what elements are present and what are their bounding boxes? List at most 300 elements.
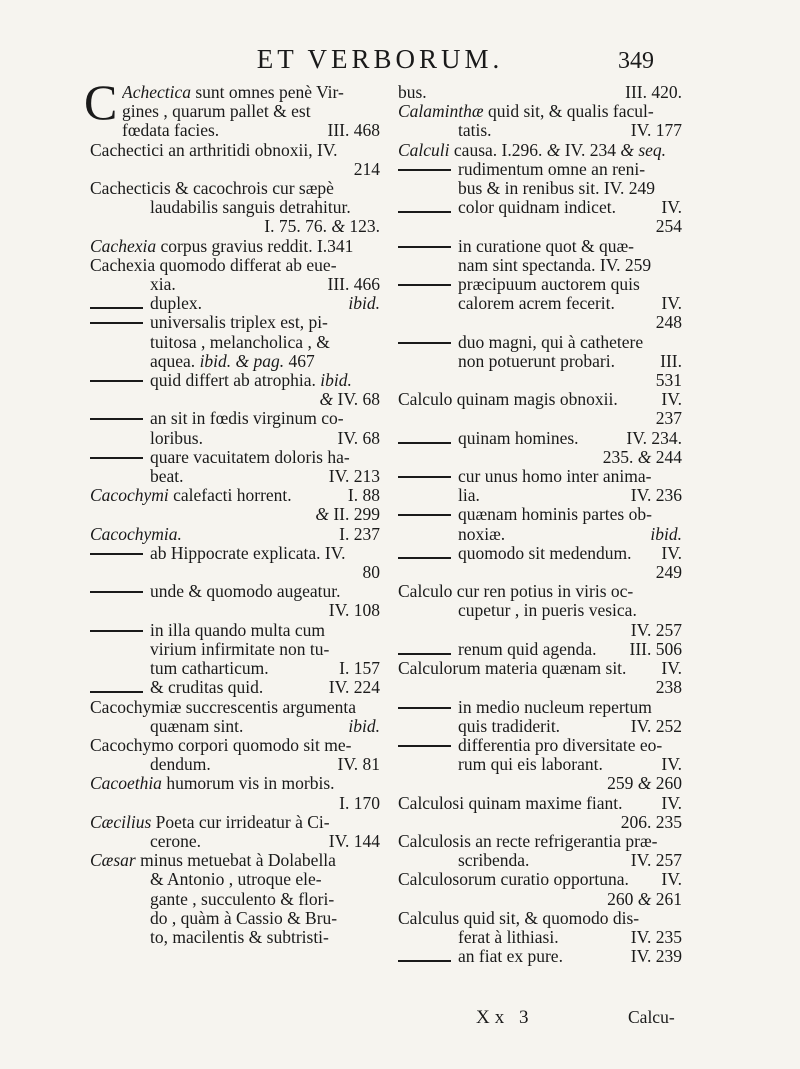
text-segment: Calaminthæ bbox=[398, 102, 484, 122]
text-segment: sunt omnes penè Vir- bbox=[190, 83, 344, 102]
text-segment: 123. bbox=[345, 217, 380, 237]
catchword: Calcu- bbox=[628, 1007, 675, 1027]
entry-text bbox=[458, 698, 652, 717]
page-reference: IV. bbox=[661, 755, 682, 775]
entry-text bbox=[458, 486, 480, 505]
entry-line bbox=[398, 486, 682, 505]
entry-line bbox=[90, 755, 380, 774]
text-segment: rudimentum omne an reni- bbox=[458, 159, 646, 179]
entry-text bbox=[90, 179, 334, 198]
entry-line bbox=[398, 217, 682, 236]
index-entry bbox=[398, 467, 682, 505]
index-entry bbox=[90, 525, 380, 544]
entry-line bbox=[398, 698, 682, 717]
text-segment: Calculo quinam magis obnoxii. bbox=[398, 390, 618, 410]
page-reference: 249 bbox=[655, 563, 682, 583]
signature-mark: Xx 3 bbox=[476, 1007, 534, 1028]
entry-text bbox=[458, 928, 559, 947]
repeat-dash bbox=[398, 284, 451, 286]
text-segment: ibid. bbox=[320, 371, 352, 391]
entry-line bbox=[398, 928, 682, 947]
entry-text bbox=[458, 640, 597, 659]
text-segment: IV. 234 bbox=[560, 140, 621, 160]
entry-line bbox=[90, 141, 380, 160]
entry-text bbox=[150, 640, 329, 659]
entry-text bbox=[122, 102, 311, 121]
index-entry bbox=[90, 813, 380, 851]
entry-line bbox=[398, 390, 682, 409]
entry-line bbox=[398, 121, 682, 140]
text-segment: Cachexia bbox=[90, 236, 157, 256]
entry-text bbox=[398, 794, 623, 813]
entry-text bbox=[122, 121, 219, 140]
text-segment: universalis triplex est, pi- bbox=[150, 313, 328, 333]
text-segment: & bbox=[319, 390, 334, 410]
text-segment: ibid. bbox=[650, 524, 682, 544]
entry-line bbox=[90, 237, 380, 256]
entry-text bbox=[458, 294, 615, 313]
text-segment: Calculosis an recte refrigerantia præ- bbox=[398, 831, 658, 851]
entry-line bbox=[398, 467, 682, 486]
page-reference: IV. 81 bbox=[337, 755, 380, 775]
entry-line bbox=[90, 832, 380, 851]
entry-text bbox=[458, 755, 603, 774]
entry-text bbox=[150, 429, 203, 448]
entry-line bbox=[398, 659, 682, 678]
text-segment: quare vacuitatem doloris ha- bbox=[150, 447, 350, 467]
entry-text bbox=[150, 275, 176, 294]
index-entry bbox=[398, 141, 682, 160]
text-segment: 467 bbox=[284, 351, 315, 371]
page-reference bbox=[258, 217, 380, 236]
entry-line bbox=[398, 582, 682, 601]
entry-line bbox=[90, 774, 380, 793]
text-segment: & bbox=[315, 505, 329, 525]
drop-capital: C bbox=[84, 74, 118, 130]
entry-line bbox=[398, 774, 682, 793]
entry-line bbox=[90, 486, 380, 505]
index-column-right bbox=[398, 83, 682, 966]
entry-text bbox=[458, 505, 652, 524]
text-segment: quis tradiderit. bbox=[458, 716, 561, 736]
entry-line bbox=[90, 256, 380, 275]
page-reference: 254 bbox=[655, 217, 682, 237]
index-entry bbox=[398, 390, 682, 428]
text-segment: ab Hippocrate explicata. IV. bbox=[150, 543, 346, 563]
entry-text bbox=[150, 313, 328, 332]
page-number: 349 bbox=[618, 48, 654, 74]
entry-line bbox=[398, 755, 682, 774]
page-reference bbox=[309, 505, 380, 524]
entry-text bbox=[122, 83, 344, 102]
text-segment: an sit in fœdis virginum co- bbox=[150, 409, 344, 429]
entry-line bbox=[398, 832, 682, 851]
text-segment: in medio nucleum repertum bbox=[458, 697, 652, 717]
index-entry bbox=[398, 909, 682, 947]
entry-text bbox=[458, 160, 645, 179]
entry-line bbox=[90, 870, 380, 889]
entry-line bbox=[90, 698, 380, 717]
page-reference bbox=[314, 390, 380, 409]
text-segment: tatis. bbox=[458, 121, 492, 141]
text-segment: gante , succulento & flori- bbox=[150, 889, 335, 909]
entry-text bbox=[458, 275, 640, 294]
page-reference: IV. 239 bbox=[630, 947, 682, 967]
entry-text bbox=[150, 659, 269, 678]
page-reference: III. 468 bbox=[327, 121, 380, 141]
index-entry bbox=[90, 313, 380, 371]
entry-line bbox=[398, 794, 682, 813]
index-entry bbox=[398, 794, 682, 832]
index-entry bbox=[90, 409, 380, 447]
entry-text bbox=[90, 141, 338, 160]
text-segment: causa. I.296. bbox=[449, 140, 547, 160]
entry-line bbox=[90, 505, 380, 524]
text-segment: Cachecticis & cacochrois cur sæpè bbox=[90, 179, 334, 199]
entry-line bbox=[398, 429, 682, 448]
index-entry bbox=[90, 678, 380, 697]
entry-line bbox=[398, 294, 682, 313]
text-segment: Cæcilius bbox=[90, 812, 152, 832]
text-segment: unde & quomodo augeatur. bbox=[150, 582, 341, 602]
repeat-dash bbox=[90, 418, 143, 420]
text-segment: laudabilis sanguis detrahitur. bbox=[150, 198, 351, 218]
text-segment: bus & in renibus sit. IV. 249 bbox=[458, 179, 656, 199]
repeat-dash bbox=[398, 653, 451, 655]
text-segment: duplex. bbox=[150, 294, 203, 314]
entry-line bbox=[398, 909, 682, 928]
entry-text bbox=[150, 909, 337, 928]
entry-text bbox=[90, 698, 356, 717]
text-segment: IV. 68 bbox=[333, 390, 380, 410]
entry-line bbox=[398, 237, 682, 256]
text-segment: quinam homines. bbox=[458, 428, 579, 448]
text-segment: nam sint spectanda. IV. 259 bbox=[458, 255, 652, 275]
entry-line bbox=[90, 390, 380, 409]
page-reference: IV. 235 bbox=[630, 927, 682, 947]
index-entry bbox=[90, 141, 380, 179]
entry-text bbox=[150, 582, 341, 601]
text-segment: Achectica bbox=[122, 83, 191, 102]
text-segment: Cacochymia. bbox=[90, 524, 182, 544]
entry-text bbox=[458, 121, 492, 140]
text-segment: præcipuum auctorem quis bbox=[458, 275, 640, 295]
entry-text bbox=[398, 102, 654, 121]
repeat-dash bbox=[398, 246, 451, 248]
repeat-dash bbox=[90, 457, 143, 459]
entry-text bbox=[458, 237, 634, 256]
text-segment: bus. bbox=[398, 83, 427, 102]
repeat-dash bbox=[398, 442, 451, 444]
entry-text bbox=[90, 736, 351, 755]
text-segment: Calculorum materia quænam sit. bbox=[398, 659, 627, 679]
entry-text bbox=[458, 179, 655, 198]
text-segment: cerone. bbox=[150, 831, 202, 851]
text-segment: Calculosi quinam maxime fiant. bbox=[398, 793, 623, 813]
page-reference: IV. bbox=[661, 793, 682, 813]
entry-line bbox=[90, 217, 380, 236]
index-entry bbox=[398, 659, 682, 697]
entry-line bbox=[398, 563, 682, 582]
text-segment: & seq. bbox=[620, 140, 667, 160]
page-reference: I. 237 bbox=[339, 524, 380, 544]
entry-text bbox=[458, 736, 662, 755]
page-reference: IV. 177 bbox=[630, 121, 682, 141]
text-segment: renum quid agenda. bbox=[458, 639, 597, 659]
entry-line bbox=[90, 717, 380, 736]
text-segment: dendum. bbox=[150, 755, 211, 775]
page-reference bbox=[597, 448, 682, 467]
repeat-dash bbox=[90, 307, 143, 309]
entry-line bbox=[90, 448, 380, 467]
text-segment: ibid. bbox=[348, 716, 380, 736]
repeat-dash bbox=[398, 557, 451, 559]
index-entry bbox=[398, 698, 682, 736]
text-segment: scribenda. bbox=[458, 851, 530, 871]
index-entry bbox=[398, 429, 682, 467]
page-reference bbox=[601, 774, 682, 793]
page-reference: 248 bbox=[655, 313, 682, 333]
entry-line bbox=[398, 313, 682, 332]
text-segment: an fiat ex pure. bbox=[458, 947, 563, 967]
entry-line bbox=[90, 621, 380, 640]
entry-text bbox=[150, 352, 315, 371]
page-reference: 206. 235 bbox=[620, 812, 682, 832]
text-segment: Calculus quid sit, & quomodo dis- bbox=[398, 908, 640, 928]
page-reference: III. 506 bbox=[629, 639, 682, 659]
index-entry bbox=[90, 256, 380, 294]
repeat-dash bbox=[398, 514, 451, 516]
entry-line bbox=[398, 141, 682, 160]
text-segment: xia. bbox=[150, 275, 176, 295]
entry-text bbox=[150, 621, 325, 640]
entry-line bbox=[90, 928, 380, 947]
index-entry bbox=[90, 736, 380, 774]
text-segment: Calculo cur ren potius in viris oc- bbox=[398, 582, 634, 602]
text-segment: gines , quarum pallet & est bbox=[122, 102, 311, 122]
entry-line bbox=[90, 544, 380, 563]
page-reference: IV. 144 bbox=[328, 831, 380, 851]
page-reference: IV. bbox=[661, 543, 682, 563]
text-segment: ferat à lithiasi. bbox=[458, 927, 559, 947]
entry-line bbox=[398, 333, 682, 352]
entry-line bbox=[398, 352, 682, 371]
entry-line bbox=[122, 83, 380, 102]
entry-text bbox=[150, 890, 334, 909]
entry-text bbox=[90, 774, 335, 793]
text-segment: rum qui eis laborant. bbox=[458, 755, 603, 775]
text-segment: & bbox=[637, 447, 652, 467]
text-segment: Cacochymo corpori quomodo sit me- bbox=[90, 735, 352, 755]
entry-line bbox=[398, 813, 682, 832]
entry-line bbox=[90, 371, 380, 390]
entry-line bbox=[398, 160, 682, 179]
page-reference: IV. bbox=[661, 870, 682, 890]
entry-line bbox=[90, 467, 380, 486]
index-entry bbox=[398, 333, 682, 391]
index-entry bbox=[398, 832, 682, 870]
repeat-dash bbox=[398, 745, 451, 747]
text-segment: 260 bbox=[607, 889, 638, 909]
entry-line bbox=[90, 429, 380, 448]
entry-line bbox=[90, 294, 380, 313]
text-segment: noxiæ. bbox=[458, 524, 506, 544]
index-entry bbox=[398, 544, 682, 582]
entry-text bbox=[150, 333, 330, 352]
text-segment: Cachexia quomodo differat ab eue- bbox=[90, 255, 337, 275]
index-entry bbox=[90, 237, 380, 256]
text-segment: to, macilentis & subtristi- bbox=[150, 927, 329, 947]
text-segment: & bbox=[637, 889, 652, 909]
text-segment: quænam sint. bbox=[150, 716, 244, 736]
text-segment: Calculi bbox=[398, 140, 450, 160]
entry-line bbox=[398, 870, 682, 889]
entry-text bbox=[150, 294, 202, 313]
text-segment: in curatione quot & quæ- bbox=[458, 236, 634, 256]
text-segment: & Antonio , utroque ele- bbox=[150, 870, 322, 890]
page-reference: 531 bbox=[655, 371, 682, 391]
text-segment: tuitosa , melancholica , & bbox=[150, 332, 330, 352]
index-entry bbox=[90, 544, 380, 582]
page-reference: IV. 252 bbox=[630, 716, 682, 736]
entry-text bbox=[458, 544, 632, 563]
entry-line bbox=[398, 505, 682, 524]
page-reference: IV. 236 bbox=[630, 486, 682, 506]
page-reference: IV. bbox=[661, 198, 682, 218]
entry-line bbox=[398, 947, 682, 966]
repeat-dash bbox=[398, 707, 451, 709]
entry-line bbox=[90, 275, 380, 294]
index-entry bbox=[398, 160, 682, 198]
page-reference: III. 420. bbox=[625, 83, 682, 102]
index-entry bbox=[398, 83, 682, 102]
page-reference: IV. bbox=[661, 390, 682, 410]
text-segment: II. 299 bbox=[328, 505, 380, 525]
entry-text bbox=[90, 525, 182, 544]
page-reference: 237 bbox=[655, 409, 682, 429]
page-reference: I. 88 bbox=[347, 486, 380, 506]
entry-line bbox=[90, 333, 380, 352]
entry-text bbox=[150, 717, 243, 736]
entry-line bbox=[90, 525, 380, 544]
repeat-dash bbox=[90, 380, 143, 382]
text-segment: ibid. & pag. bbox=[199, 351, 285, 371]
text-segment: Cacoethia bbox=[90, 774, 162, 794]
entry-text bbox=[150, 198, 351, 217]
entry-text bbox=[90, 237, 353, 256]
entry-text bbox=[150, 448, 350, 467]
repeat-dash bbox=[90, 322, 143, 324]
entry-line bbox=[90, 563, 380, 582]
text-segment: Cacochymi bbox=[90, 486, 169, 506]
entry-line bbox=[122, 102, 380, 121]
text-segment: duo magni, qui à cathetere bbox=[458, 332, 644, 352]
text-segment: loribus. bbox=[150, 428, 203, 448]
text-segment: aquea. bbox=[150, 351, 200, 371]
page-reference: 214 bbox=[353, 159, 380, 179]
page-reference bbox=[644, 525, 682, 544]
entry-text bbox=[90, 851, 336, 870]
index-entry bbox=[90, 448, 380, 486]
entry-line bbox=[398, 544, 682, 563]
entry-text bbox=[150, 928, 329, 947]
page-reference bbox=[342, 294, 380, 313]
entry-line bbox=[90, 909, 380, 928]
entry-line bbox=[398, 275, 682, 294]
text-segment: & bbox=[546, 140, 561, 160]
entry-line bbox=[398, 198, 682, 217]
repeat-dash bbox=[398, 960, 451, 962]
index-entry bbox=[90, 851, 380, 947]
index-entry bbox=[398, 198, 682, 236]
entry-text bbox=[398, 870, 629, 889]
index-entry bbox=[90, 698, 380, 736]
entry-line bbox=[90, 678, 380, 697]
page-reference: IV. 224 bbox=[328, 678, 380, 698]
index-entry bbox=[398, 947, 682, 966]
entry-line bbox=[398, 448, 682, 467]
index-entry bbox=[90, 582, 380, 620]
entry-line bbox=[90, 851, 380, 870]
entry-line bbox=[90, 640, 380, 659]
page-reference: 80 bbox=[362, 563, 380, 583]
text-segment: ibid. bbox=[348, 294, 380, 314]
entry-line bbox=[90, 198, 380, 217]
index-entry bbox=[398, 870, 682, 908]
entry-line bbox=[398, 851, 682, 870]
entry-line bbox=[398, 256, 682, 275]
page-reference: I. 170 bbox=[339, 793, 380, 813]
entry-text bbox=[90, 486, 292, 505]
text-segment: fœdata facies. bbox=[122, 121, 220, 141]
text-segment: virium infirmitate non tu- bbox=[150, 639, 330, 659]
index-entry bbox=[398, 102, 682, 140]
entry-text bbox=[458, 333, 643, 352]
entry-line bbox=[90, 409, 380, 428]
index-entry bbox=[90, 774, 380, 812]
entry-text bbox=[398, 909, 639, 928]
entry-text bbox=[90, 813, 330, 832]
text-segment: corpus gravius reddit. I.341 bbox=[156, 236, 354, 256]
page-reference: I. 157 bbox=[339, 659, 380, 679]
text-segment: Calculosorum curatio opportuna. bbox=[398, 870, 629, 890]
text-segment: 259 bbox=[607, 774, 638, 794]
entry-text bbox=[458, 352, 615, 371]
entry-text bbox=[398, 582, 633, 601]
page-reference: IV. 213 bbox=[328, 467, 380, 487]
text-segment: in illa quando multa cum bbox=[150, 620, 325, 640]
index-entry bbox=[90, 486, 380, 524]
page-reference: IV. bbox=[661, 659, 682, 679]
index-entry bbox=[90, 179, 380, 237]
page-reference: IV. 108 bbox=[328, 601, 380, 621]
entry-text bbox=[458, 256, 651, 275]
page-reference: IV. 257 bbox=[630, 851, 682, 871]
text-segment: quomodo sit medendum. bbox=[458, 543, 632, 563]
page-reference: IV. 234. bbox=[626, 428, 682, 448]
entry-text bbox=[458, 851, 529, 870]
text-segment: color quidnam indicet. bbox=[458, 198, 616, 218]
entry-line bbox=[90, 160, 380, 179]
entry-line bbox=[90, 890, 380, 909]
repeat-dash bbox=[398, 169, 451, 171]
page-reference bbox=[601, 890, 682, 909]
text-segment: quænam hominis partes ob- bbox=[458, 505, 652, 525]
entry-line bbox=[398, 890, 682, 909]
entry-text bbox=[458, 947, 563, 966]
repeat-dash bbox=[90, 691, 143, 693]
entry-text bbox=[398, 141, 666, 160]
